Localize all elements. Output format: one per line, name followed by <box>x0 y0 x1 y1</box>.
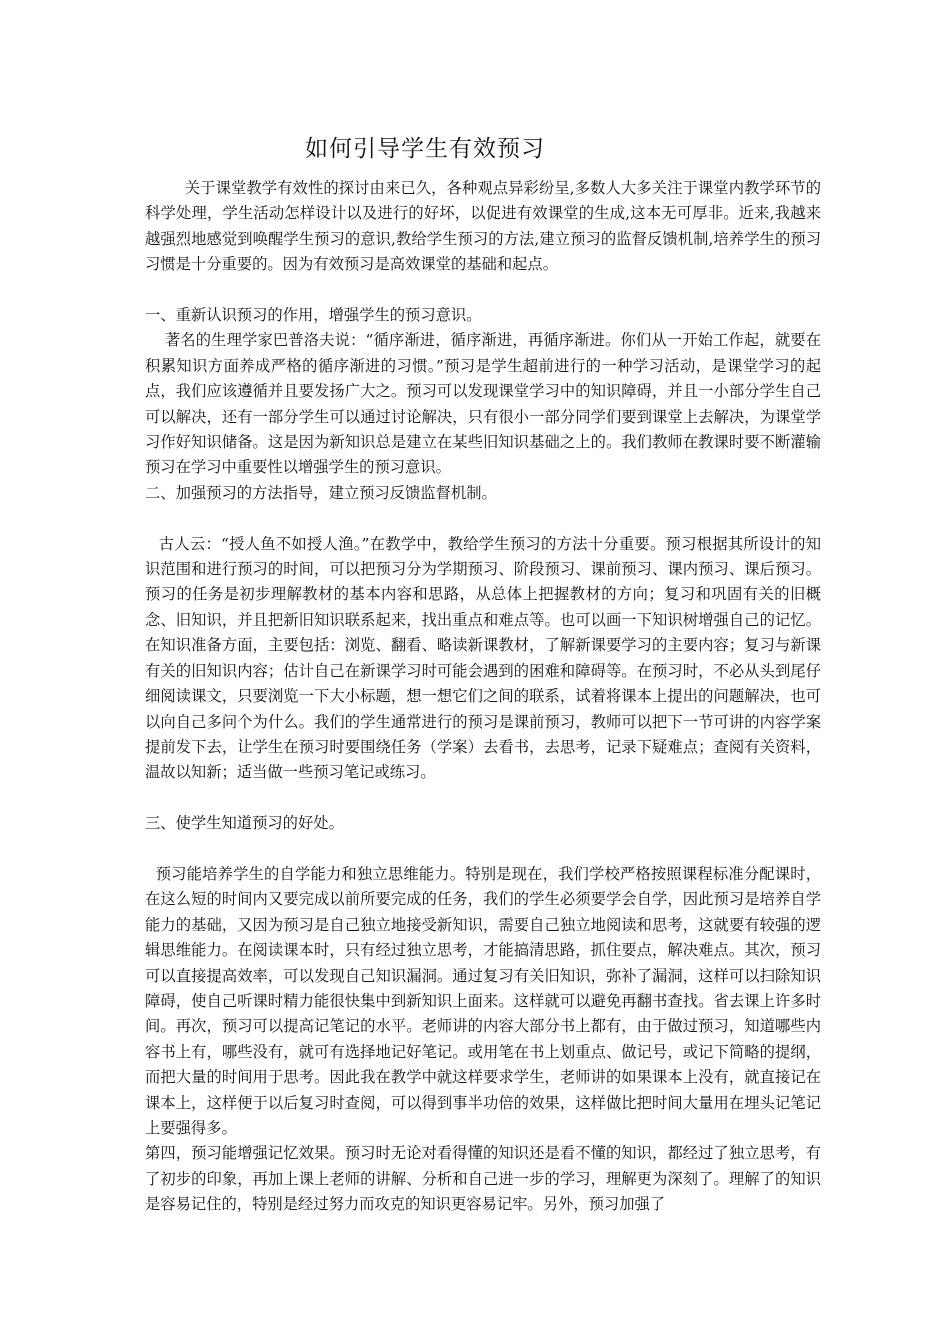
paragraph-spacer <box>145 786 821 811</box>
paragraph-spacer <box>145 506 821 531</box>
paragraph-spacer <box>145 278 821 303</box>
paragraph-spacer <box>145 837 821 862</box>
document-title: 如何引导学生有效预习 <box>305 136 545 162</box>
intro-paragraph: 关于课堂教学有效性的探讨由来已久，各种观点异彩纷呈,多数人大多关注于课堂内教学环节的科学处理，学生活动怎样设计以及进行的好坏，以促进有效课堂的生成,这本无可厚非。近来,我越来越强烈地感觉到唤醒学生预习的意识,教给学生预习的方法,建立预习的监督反馈机制,培养学生的预习习惯是十分重要的。因为有效预习是高效课堂的基础和起点。 <box>145 179 821 274</box>
section-heading-3: 三、使学生知道预习的好处。 <box>145 814 344 833</box>
section-body-2: 古人云：“授人鱼不如授人渔。”在教学中，教给学生预习的方法十分重要。预习根据其所设计的知识范围和进行预习的时间，可以把预习分为学期预习、阶段预习、课前预习、课内预习、课后预习。预习的任务是初步理解教材的基本内容和思路，从总体上把握教材的方向；复习和巩固有关的旧概念、旧知识，并且把新旧知识联系起来，找出重点和难点等。也可以画一下知识树增强自己的记忆。在知识准备方面，主要包括：浏览、翻看、略读新课教材，了解新课要学习的主要内容；复习与新课有关的旧知识内容；估计自己在新课学习时可能会遇到的困难和障碍等。在预习时，不必从头到尾仔细阅读课文，只要浏览一下大小标题，想一想它们之间的联系，试着将课本上提出的问题解决，也可以向自己多问个为什么。我们的学生通常进行的预习是课前预习，教师可以把下一节可讲的内容学案提前发下去，让学生在预习时要围绕任务（学案）去看书，去思考，记录下疑难点；查阅有关资料，温故以知新；适当做一些预习笔记或练习。 <box>145 534 821 782</box>
section-body-1: 著名的生理学家巴普洛夫说：“循序渐进，循序渐进，再循序渐进。你们从一开始工作起，就要在积累知识方面养成严格的循序渐进的习惯。”预习是学生超前进行的一种学习活动，是课堂学习的起点，我们应该遵循并且要发扬广大之。预习可以发现课堂学习中的知识障碍，并且一小部分学生自己可以解决，还有一部分学生可以通过讨论解决，只有很小一部分同学们要到课堂上去解决，为课堂学习作好知识储备。这是因为新知识总是建立在某些旧知识基础之上的。我们教师在教课时要不断灌输预习在学习中重要性以增强学生的预习意识。 <box>145 331 821 477</box>
section-heading-2: 二、加强预习的方法指导，建立预习反馈监督机制。 <box>145 483 497 502</box>
section-body-3-continued: 第四，预习能增强记忆效果。预习时无论对看得懂的知识还是看不懂的知识，都经过了独立思考，有了初步的印象，再加上课上老师的讲解、分析和自己进一步的学习，理解更为深刻了。理解了的知识是容易记住的，特别是经过努力而攻克的知识更容易记牢。另外，预习加强了 <box>145 1144 821 1214</box>
document-body <box>145 176 821 1218</box>
section-body-3: 预习能培养学生的自学能力和独立思维能力。特别是现在，我们学校严格按照课程标准分配课时，在这么短的时间内又要完成以前所要完成的任务，我们的学生必须要学会自学，因此预习是培养自学能力的基础，又因为预习是自己独立地接受新知识，需要自己独立地阅读和思考，这就要有较强的逻辑思维能力。在阅读课本时，只有经过独立思考，才能搞清思路，抓住要点，解决难点。其次，预习可以直接提高效率，可以发现自己知识漏洞。通过复习有关旧知识，弥补了漏洞，这样可以扫除知识障碍，使自己听课时精力能很快集中到新知识上面来。这样就可以避免再翻书查找。省去课上许多时间。再次，预习可以提高记笔记的水平。老师讲的内容大部分书上都有，由于做过预习，知道哪些内容书上有，哪些没有，就可有选择地记好笔记。或用笔在书上划重点、做记号，或记下简略的提纲，而把大量的时间用于思考。因此我在教学中就这样要求学生，老师讲的如果课本上没有，就直接记在课本上，这样便于以后复习时查阅，可以得到事半功倍的效果，这样做比把时间大量用在埋头记笔记上要强得多。 <box>145 864 821 1137</box>
section-heading-1: 一、重新认识预习的作用，增强学生的预习意识。 <box>145 306 482 325</box>
